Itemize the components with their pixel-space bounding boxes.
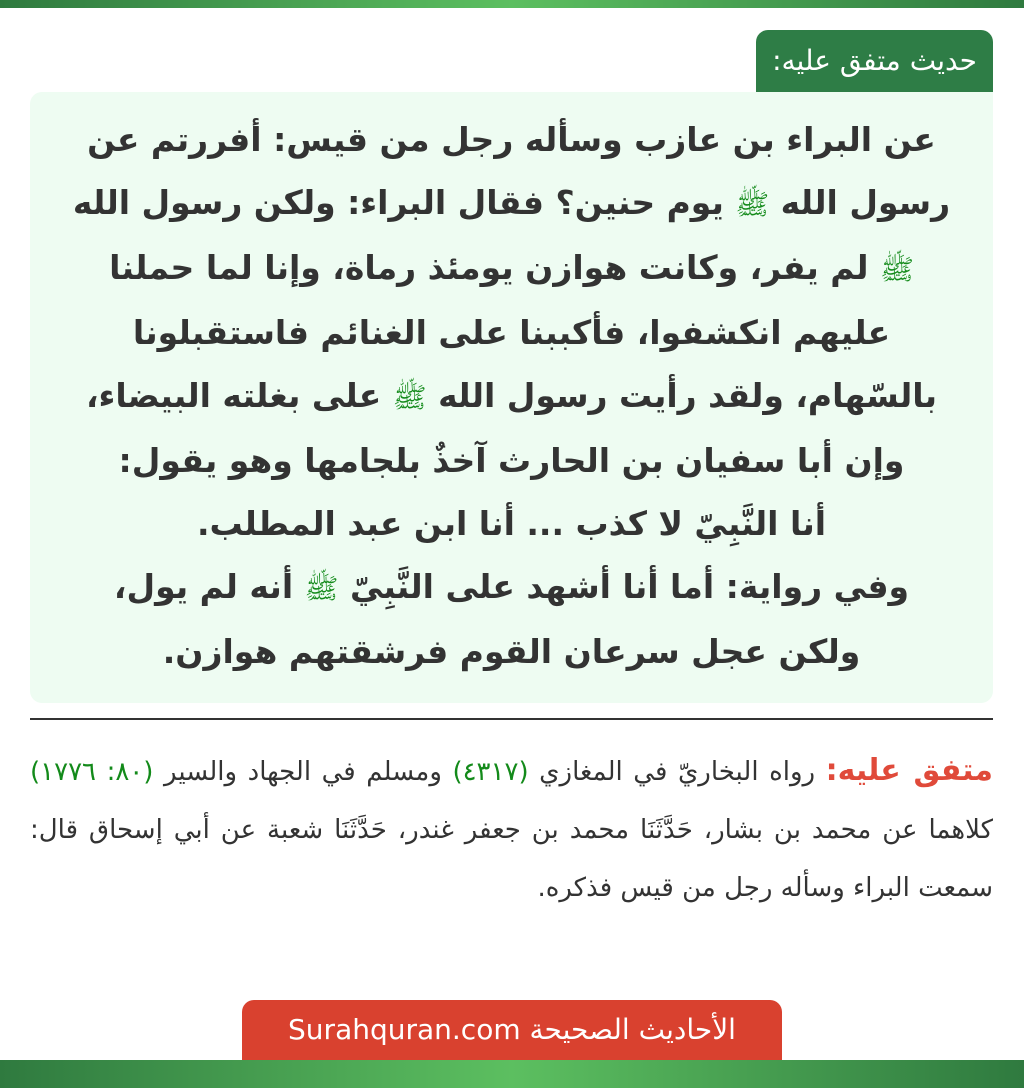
source-text: ومسلم في الجهاد والسير xyxy=(153,757,453,787)
hadith-text-box xyxy=(30,92,993,703)
salawat-icon: ﷺ xyxy=(880,253,914,286)
hadith-text-segment: أنا النَّبِيّ لا كذب ... أنا ابن عبد المطلب. xyxy=(196,504,827,543)
divider xyxy=(30,718,993,720)
hadith-line xyxy=(30,108,993,171)
hadith-text-segment: وفي رواية: أما أنا أشهد على النَّبِيّ xyxy=(338,567,910,606)
hadith-text-segment: لم يفر، وكانت هوازن يومئذ رماة، وإنا لما حملنا xyxy=(109,248,881,287)
hadith-text-segment: عن البراء بن عازب وسأله رجل من قيس: أفررتم عن xyxy=(87,120,936,159)
source-text: رواه البخاريّ في المغازي xyxy=(528,757,826,787)
hadith-text-segment: وإن أبا سفيان بن الحارث آخذٌ بلجامها وهو يقول: xyxy=(118,441,905,480)
hadith-text-segment: رسول الله xyxy=(769,183,951,222)
bukhari-reference: (٤٣١٧) xyxy=(452,757,529,787)
hadith-line xyxy=(30,492,993,555)
hadith-text-segment: على بغلته البيضاء، xyxy=(85,376,393,415)
hadith-type-tab: حديث متفق عليه: xyxy=(756,30,993,92)
hadith-text xyxy=(30,92,993,683)
hadith-text-segment: يوم حنين؟ فقال البراء: ولكن رسول الله xyxy=(72,183,736,222)
salawat-icon: ﷺ xyxy=(392,381,427,414)
source-label: متفق عليه: xyxy=(825,753,993,788)
hadith-line xyxy=(30,236,993,301)
hadith-line xyxy=(30,555,993,620)
hadith-text-segment: أنه لم يول، xyxy=(113,567,305,606)
top-accent-bar xyxy=(0,0,1024,8)
salawat-icon: ﷺ xyxy=(735,188,770,221)
site-link-button[interactable]: الأحاديث الصحيحة Surahquran.com xyxy=(242,1000,782,1060)
hadith-line xyxy=(30,620,993,683)
source-text: كلاهما عن محمد بن بشار، حَدَّثَنَا محمد بن جعفر غندر، حَدَّثَنَا شعبة عن أبي إسحاق قال: سمعت البراء وسأله رجل من قيس فذكره. xyxy=(30,815,993,903)
hadith-text-segment: بالسّهام، ولقد رأيت رسول الله xyxy=(426,376,938,415)
hadith-line xyxy=(30,171,993,236)
hadith-text-segment: عليهم انكشفوا، فأكببنا على الغنائم فاستقبلونا xyxy=(132,313,891,352)
hadith-line xyxy=(30,364,993,429)
hadith-line xyxy=(30,301,993,364)
hadith-text-segment: ولكن عجل سرعان القوم فرشقتهم هوازن. xyxy=(162,632,861,671)
bottom-accent-bar xyxy=(0,1060,1024,1088)
muslim-reference: (٨٠: ١٧٧٦) xyxy=(30,757,154,787)
salawat-icon: ﷺ xyxy=(304,572,339,605)
hadith-line xyxy=(30,429,993,492)
hadith-source xyxy=(30,742,993,917)
